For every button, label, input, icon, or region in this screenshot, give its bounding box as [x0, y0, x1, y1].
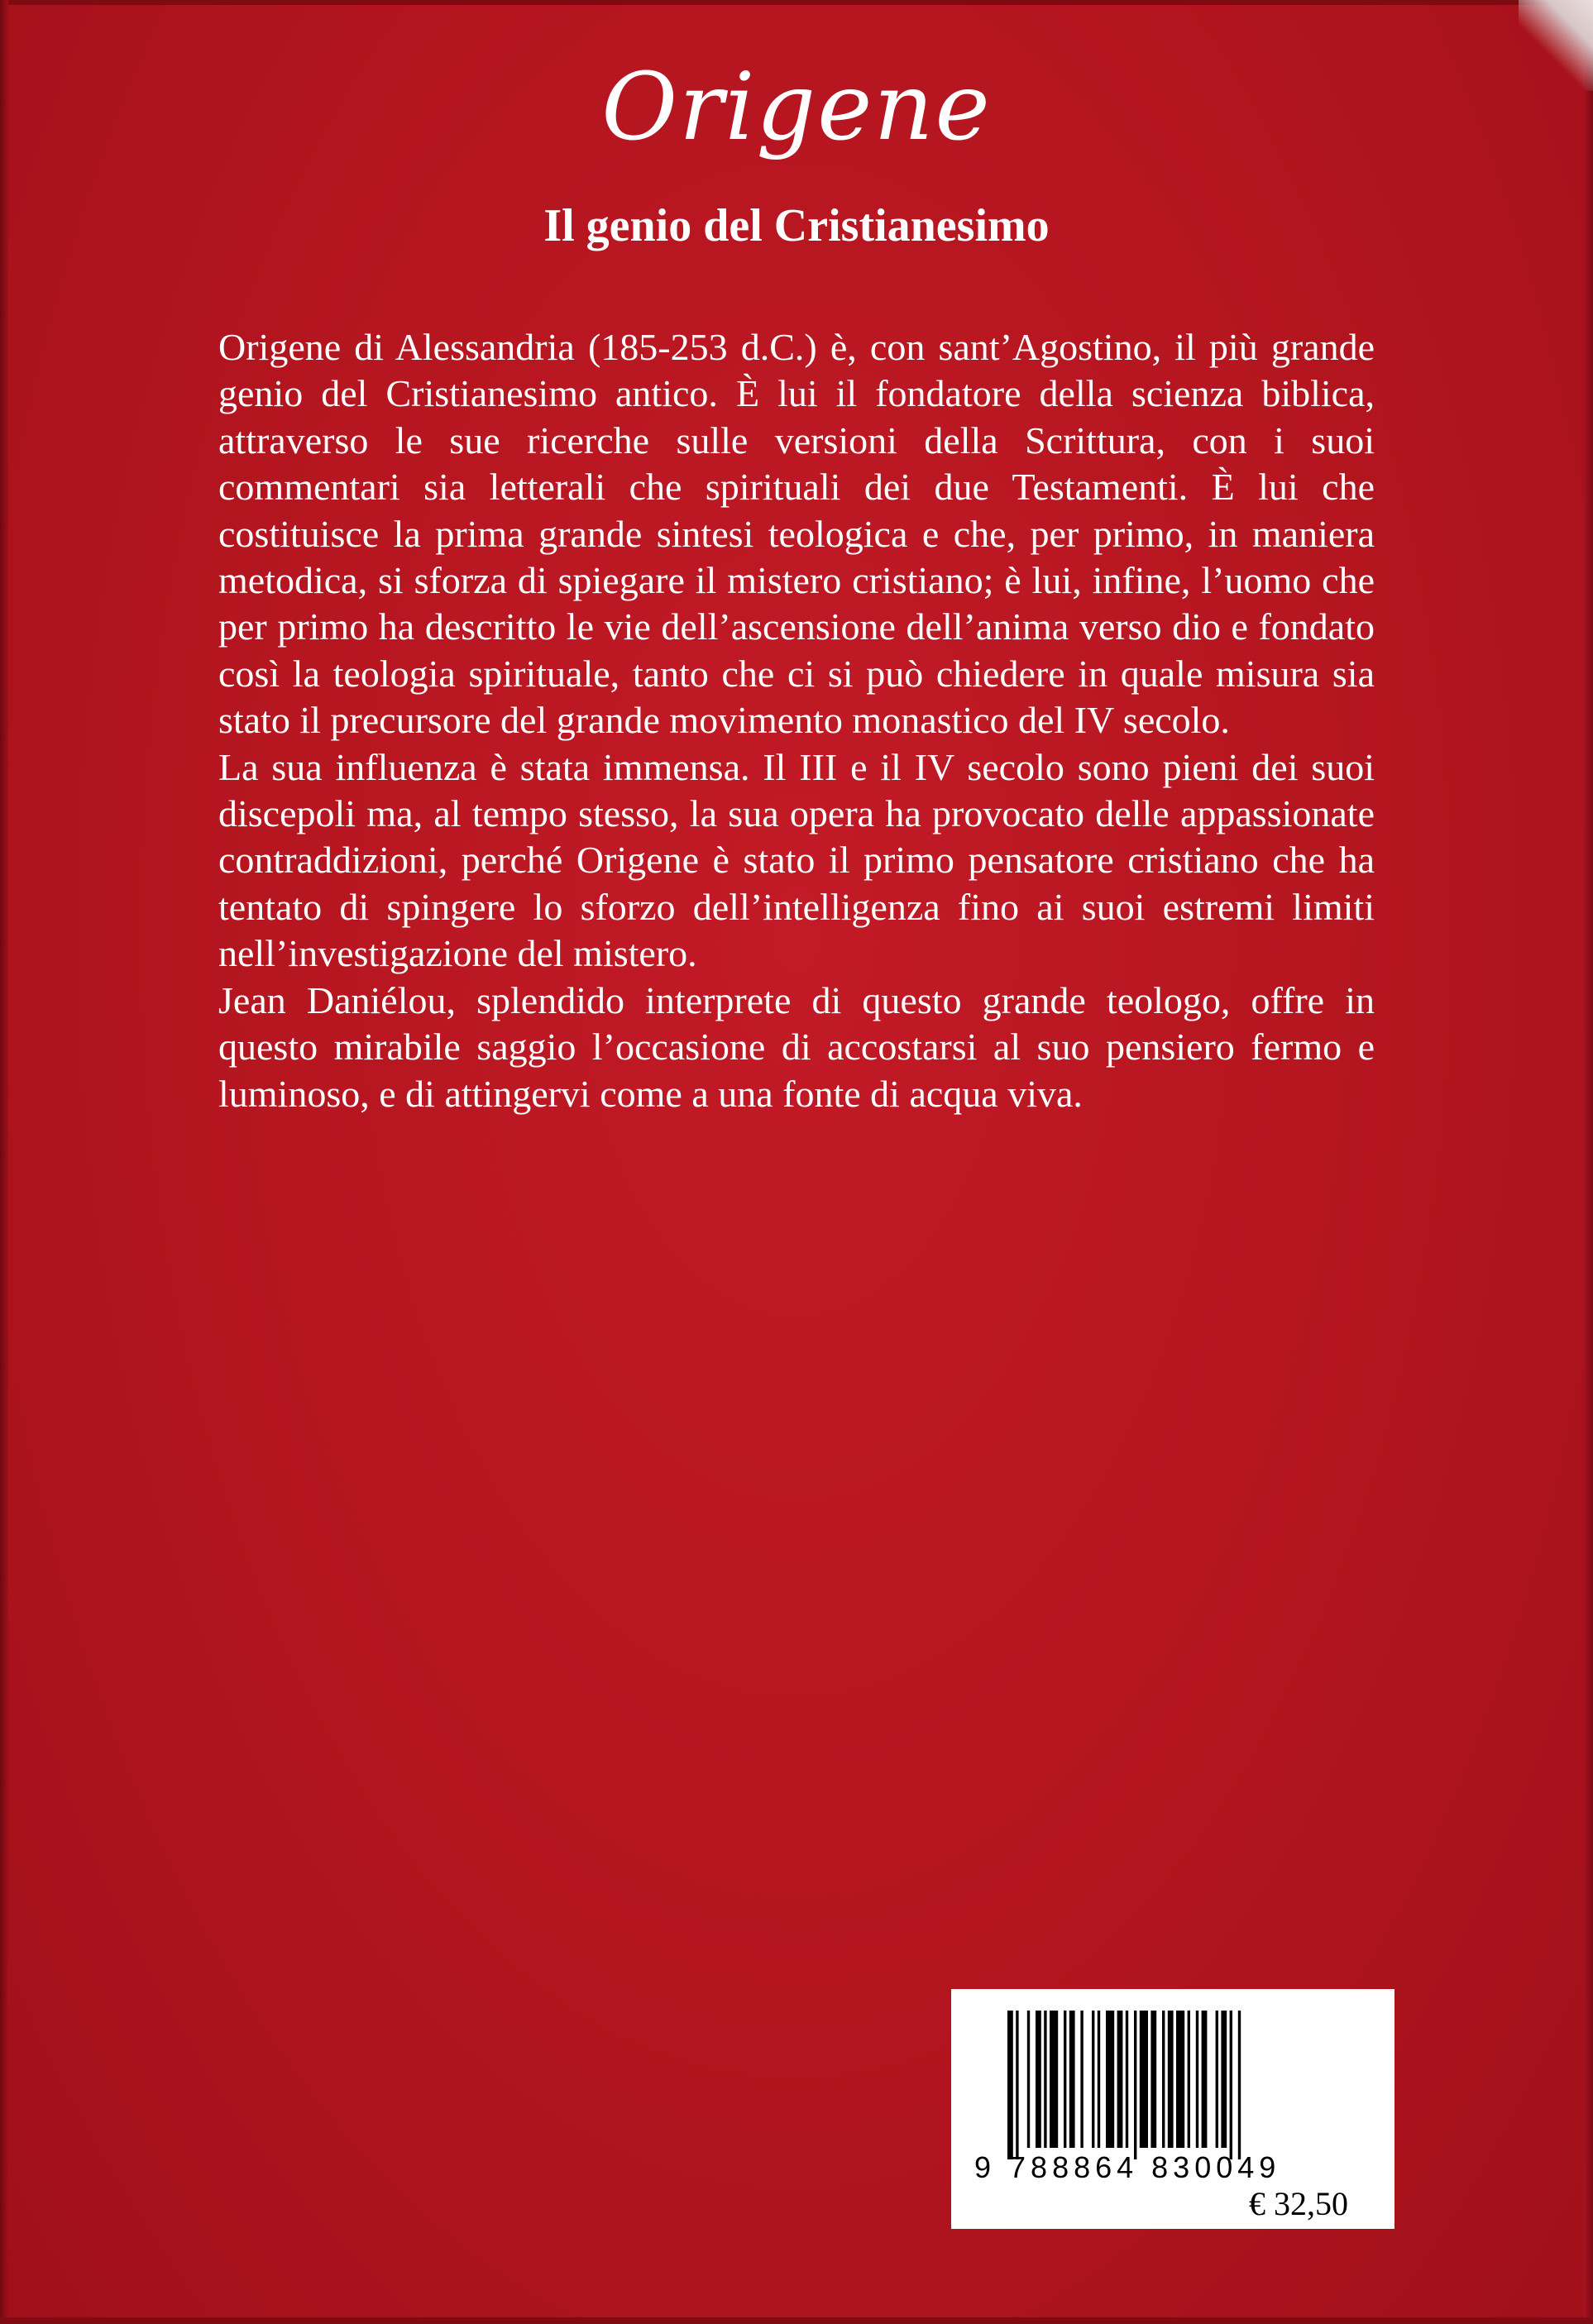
barcode-bar	[1016, 2011, 1018, 2159]
barcode-bar	[1202, 2011, 1208, 2148]
book-subtitle: Il genio del Cristianesimo	[543, 200, 1050, 251]
barcode-bar	[1069, 2011, 1075, 2148]
barcode-bar	[1150, 2011, 1156, 2148]
barcode-bar	[1221, 2011, 1227, 2148]
barcode-bar	[1117, 2011, 1123, 2148]
barcode-bar	[1098, 2011, 1100, 2148]
barcode-bar	[1106, 2011, 1114, 2148]
barcode-bar	[1188, 2011, 1190, 2148]
barcode-bar	[1196, 2011, 1198, 2148]
barcode-icon	[1007, 2011, 1338, 2159]
barcode-bar	[1176, 2011, 1184, 2148]
barcode-bar	[1168, 2011, 1174, 2148]
cover-left-edge	[0, 0, 8, 2324]
cover-top-edge	[0, 0, 1593, 5]
barcode-bar	[1027, 2011, 1030, 2148]
barcode-bar	[1140, 2011, 1148, 2148]
blurb-paragraph: Jean Daniélou, splendido interprete di questo grande teologo, offre in questo mirabile saggio l’occasione di accostarsi al suo pensiero fermo e luminoso, e di attingervi come a una fonte di acqua viva.	[218, 978, 1375, 1115]
blurb-text	[218, 324, 1375, 1117]
barcode-bar	[1092, 2011, 1094, 2148]
barcode-bar	[1007, 2011, 1013, 2159]
barcode-bar	[1050, 2011, 1058, 2148]
blurb-paragraph: La sua influenza è stata immensa. Il III e il IV secolo sono pieni dei suoi discepoli ma, al tempo stesso, la sua opera ha provocato delle appassionate contraddizioni, perché Origene è stato il primo pensatore cristiano che ha tentato di spingere lo sforzo dell’intelligenza fino ai suoi estremi limiti nell’investigazione del mistero.	[218, 745, 1375, 975]
barcode-bar	[1036, 2011, 1041, 2148]
barcode-bar	[1216, 2011, 1218, 2148]
barcode-panel	[951, 1989, 1394, 2229]
barcode-bar	[1134, 2011, 1136, 2159]
barcode-bar	[1230, 2011, 1232, 2159]
price-label: € 32,50	[1249, 2185, 1348, 2222]
barcode-bar	[1126, 2011, 1128, 2148]
blurb-paragraph: Origene di Alessandria (185-253 d.C.) è, con sant’Agostino, il più grande genio del Cristianesimo antico. È lui il fondatore della scienza biblica, attraverso le sue ricerche sulle versioni della Scrittura, con i suoi commentari sia letterali che spirituali dei due Testamenti. È lui che costituisce la prima grande sintesi teologica e che, per primo, in maniera metodica, si sforza di spiegare il mistero cristiano; è lui, infine, l’uomo che per primo ha descritto le vie dell’ascensione dell’anima verso dio e fondato così la teologia spirituale, tanto che ci si può chiedere in quale misura sia stato il precursore del grande movimento monastico del IV secolo.	[218, 326, 1375, 742]
barcode-bar	[1064, 2011, 1066, 2148]
cover-bottom-edge	[0, 2317, 1593, 2324]
barcode-bar	[1238, 2011, 1241, 2159]
isbn-number: 9 788864 830049	[974, 2150, 1281, 2184]
cover-right-edge	[1583, 0, 1593, 2324]
barcode-bar	[1044, 2011, 1046, 2148]
barcode-bar	[1162, 2011, 1165, 2148]
book-title: Origene	[601, 54, 992, 161]
barcode-bar	[1080, 2011, 1083, 2148]
